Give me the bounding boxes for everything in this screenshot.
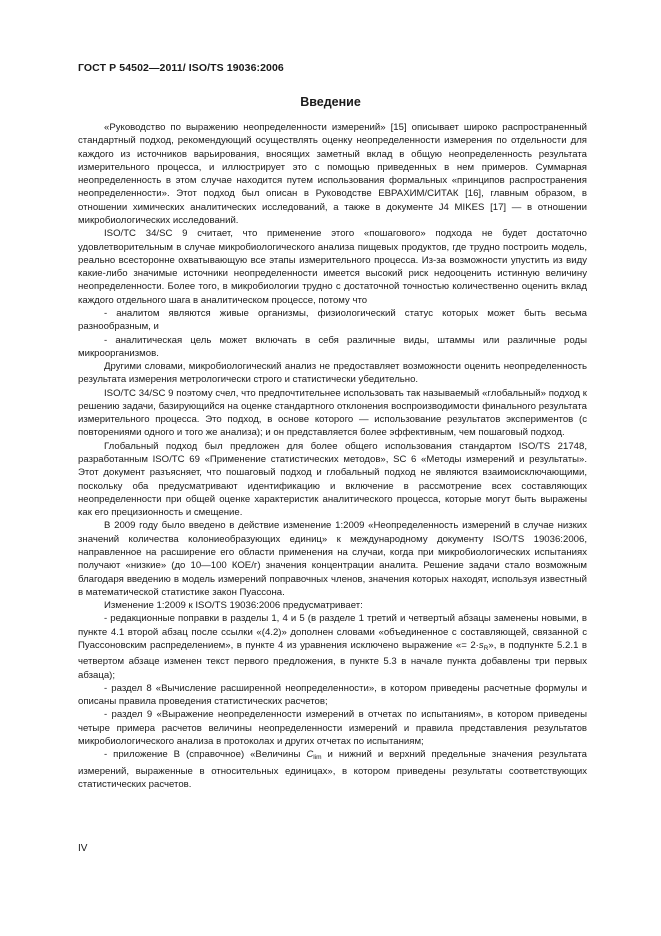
formula-subscript: lim bbox=[313, 754, 322, 762]
section-title: Введение bbox=[300, 95, 361, 109]
page-number: IV bbox=[78, 843, 88, 854]
paragraph: Изменение 1:2009 к ISO/TS 19036:2006 предусматривает: bbox=[104, 600, 363, 612]
document-body bbox=[78, 121, 587, 791]
formula-symbol: s bbox=[478, 639, 484, 651]
paragraph: ISO/TC 34/SC 9 поэтому счел, что предпочтительнее использовать так называемый «глобальный» подход к решению задачи, базирующийся на оценке стандартного отклонения воспроизводимости финального результата измерительного процесса. Это подход, в основе которого — использование результатов экспериментов (с повторениями одного и того же анализа); и он представляется более эффективным, чем пошаговый подход. bbox=[78, 387, 587, 439]
list-item: - раздел 8 «Вычисление расширенной неопределенности», в котором приведены расчетные формулы и описаны правила проведения статистических расчетов; bbox=[78, 682, 587, 708]
list-item-text: - приложение В (справочное) «Величины bbox=[104, 749, 307, 761]
list-item bbox=[78, 748, 587, 791]
list-item: - аналитическая цель может включать в себя различные виды, штаммы или различные роды микроорганизмов. bbox=[78, 334, 587, 359]
paragraph: Другими словами, микробиологический анализ не предоставляет возможности оценить неопределенность результата измерения метрологически строго и статистически убедительно. bbox=[78, 361, 587, 386]
list-item-text: и нижний и верхний предельные значения результата измерений, выраженные в относительных единицах», в котором приведены результаты соответствующих статистических расчетов. bbox=[78, 749, 588, 790]
paragraph: Глобальный подход был предложен для более общего использования стандартом ISO/TS 21748, разработанным ISO/TC 69 «Применение статистических методов», SC 6 «Методы измерений и результаты». Этот документ разъясняет, что пошаговый подход и глобальный подход не являются взаимоисключающими, поскольку оба предусматривают идентификацию и включение в рассмотрение всех составляющих неопределенности при общей оценке характеристик аналитического процесса, которые могут быть выражены как его прецизионность и смещение. bbox=[78, 440, 587, 519]
formula-subscript: R bbox=[483, 644, 489, 652]
paragraph: ISO/TC 34/SC 9 считает, что применение этого «пошагового» подхода не будет достаточно удовлетворительным в случае микробиологического анализа пищевых продуктов, где трудно построить модель, реально всесторонне охватывающую все этапы измерительного процесса. Из-за возможности упустить из виду какие-либо значимые источники неопределенности имеется высокий риск недооценить истинную величину неопределенности. Более того, в микробиологии трудно с достаточной точностью количественно оценить вклад каждого отдельного шага в аналитическом процессе, потому что bbox=[78, 228, 587, 306]
list-item-text: - редакционные поправки в разделы 1, 4 и 5 (в разделе 1 третий и четвертый абзацы заменены новыми, в пункте 4.1 второй абзац после ссылки «(4.2)» дополнен словами «объединенное с составляющей, связанной с Пуассоновским распределением», в пункте 4 из уравнения исключено выражение «= 2· bbox=[78, 613, 587, 651]
paragraph: В 2009 году было введено в действие изменение 1:2009 «Неопределенность измерений в случае низких значений количества колониеобразующих единиц» к международному документу ISO/TS 19036:2006, направленное на расширение его области применения на случаи, когда при микробиологических испытаниях получают «низкие» (до 10—100 КОЕ/г) значения концентрации аналита. Решение задачи стало возможным благодаря введению в модель измерений поправочных членов, значения которых находят, используя известный в математической статистике закон Пуассона. bbox=[78, 520, 587, 598]
list-item: - раздел 9 «Выражение неопределенности измерений в отчетах по испытаниям», в котором приведены четыре примера расчетов величины неопределенности измерений и правила представления результатов микробиологического анализа в протоколах и других отчетах по испытаниям; bbox=[78, 709, 587, 747]
list-item: - аналитом являются живые организмы, физиологический статус которых может быть весьма разнообразным, и bbox=[78, 307, 587, 333]
list-item-text: », в подпункте 5.2.1 в четвертом абзаце изменен текст первого предложения, в пункте 5.3 в начале пункта добавлены три первых абзаца); bbox=[78, 639, 587, 681]
document-header: ГОСТ Р 54502—2011/ ISO/TS 19036:2006 bbox=[78, 62, 284, 74]
paragraph: «Руководство по выражению неопределенности измерений» [15] описывает широко распространенный стандартный подход, рекомендующий осуществлять оценку неопределенности измерения по отдельности для каждого из источников варьирования, вносящих заметный вклад в общую неопределенность результата измерительного процесса, и иллюстрирует это с помощью приведенных в нем примеров. Суммарная неопределенность в этом случае находится путем использования формальных «принципов распространения неопределенности». Этот подход был описан в Руководстве ЕВРАХИМ/СИТАК [16], главным образом, в отношении химических аналитических исследований, а также в документе J4 MIKES [17] — в отношении микробиологических исследований. bbox=[78, 122, 587, 226]
list-item bbox=[78, 612, 587, 681]
formula-symbol: C bbox=[306, 749, 314, 761]
